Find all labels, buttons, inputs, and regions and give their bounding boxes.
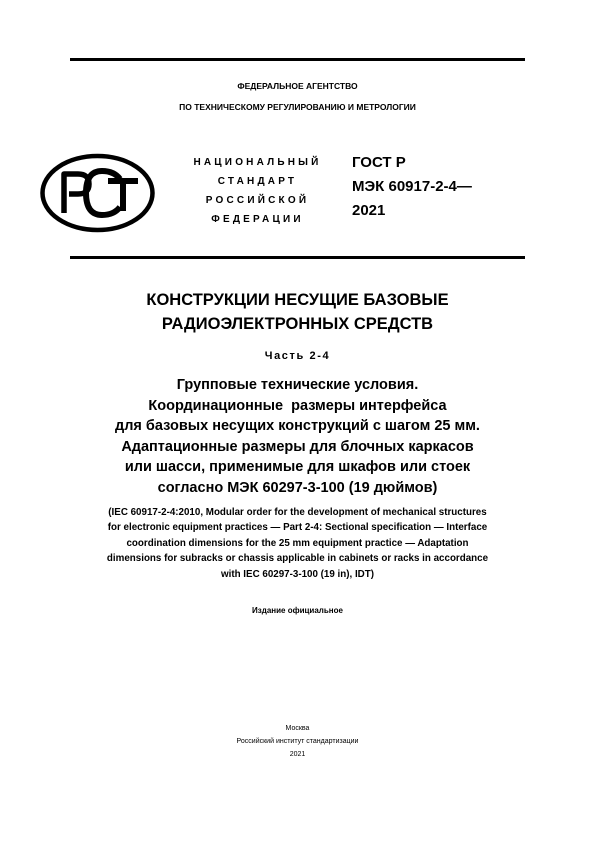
top-rule	[70, 58, 525, 61]
agency-line-2: ПО ТЕХНИЧЕСКОМУ РЕГУЛИРОВАНИЮ И МЕТРОЛОГИИ	[179, 102, 416, 112]
footer-year: 2021	[289, 751, 306, 758]
subtitle-line-4: Адаптационные размеры для блочных каркасов	[121, 439, 474, 455]
subtitle-line-1: Групповые технические условия.	[176, 377, 419, 393]
agency-line-1: ФЕДЕРАЛЬНОЕ АГЕНТСТВО	[237, 81, 358, 91]
designation-line-1: ГОСТ Р	[352, 154, 406, 171]
iec-reference-line-4: dimensions for subracks or chassis applicable in cabinets or racks in accordance	[106, 553, 489, 564]
standard-type-line-4: ФЕДЕРАЦИИ	[211, 214, 304, 225]
subtitle-line-6: согласно МЭК 60297-3-100 (19 дюймов)	[157, 480, 438, 496]
footer-publisher: Российский институт стандартизации	[236, 738, 359, 745]
iec-reference-line-3: coordination dimensions for the 25 mm equipment practice — Adaptation	[126, 538, 469, 549]
middle-rule	[70, 256, 525, 259]
document-title-line-1: КОНСТРУКЦИИ НЕСУЩИЕ БАЗОВЫЕ	[146, 291, 449, 309]
standard-type-line-2: СТАНДАРТ	[217, 176, 298, 187]
footer-city: Москва	[285, 725, 310, 732]
subtitle-line-5: или шасси, применимые для шкафов или стоек	[124, 459, 471, 475]
edition-note: Издание официальное	[252, 606, 343, 615]
gost-r-logo-icon	[40, 153, 155, 233]
iec-reference-line-5: with IEC 60297-3-100 (19 in), IDT)	[221, 569, 374, 580]
designation-line-2: МЭК 60917-2-4—	[352, 178, 472, 195]
iec-reference-line-1: (IEC 60917-2-4:2010, Modular order for the development of mechanical structures	[108, 507, 487, 518]
subtitle-line-3: для базовых несущих конструкций с шагом 25 мм.	[115, 418, 480, 434]
standard-type-line-1: НАЦИОНАЛЬНЫЙ	[193, 157, 322, 168]
standard-type-line-3: РОССИЙСКОЙ	[205, 195, 310, 206]
designation-line-3: 2021	[352, 202, 386, 219]
iec-reference-line-2: for electronic equipment practices — Part 2-4: Sectional specification — Interface	[107, 522, 488, 533]
part-number: Часть 2-4	[264, 350, 331, 362]
document-title-line-2: РАДИОЭЛЕКТРОННЫХ СРЕДСТВ	[161, 315, 434, 333]
subtitle-line-2: Координационные размеры интерфейса	[148, 398, 447, 414]
